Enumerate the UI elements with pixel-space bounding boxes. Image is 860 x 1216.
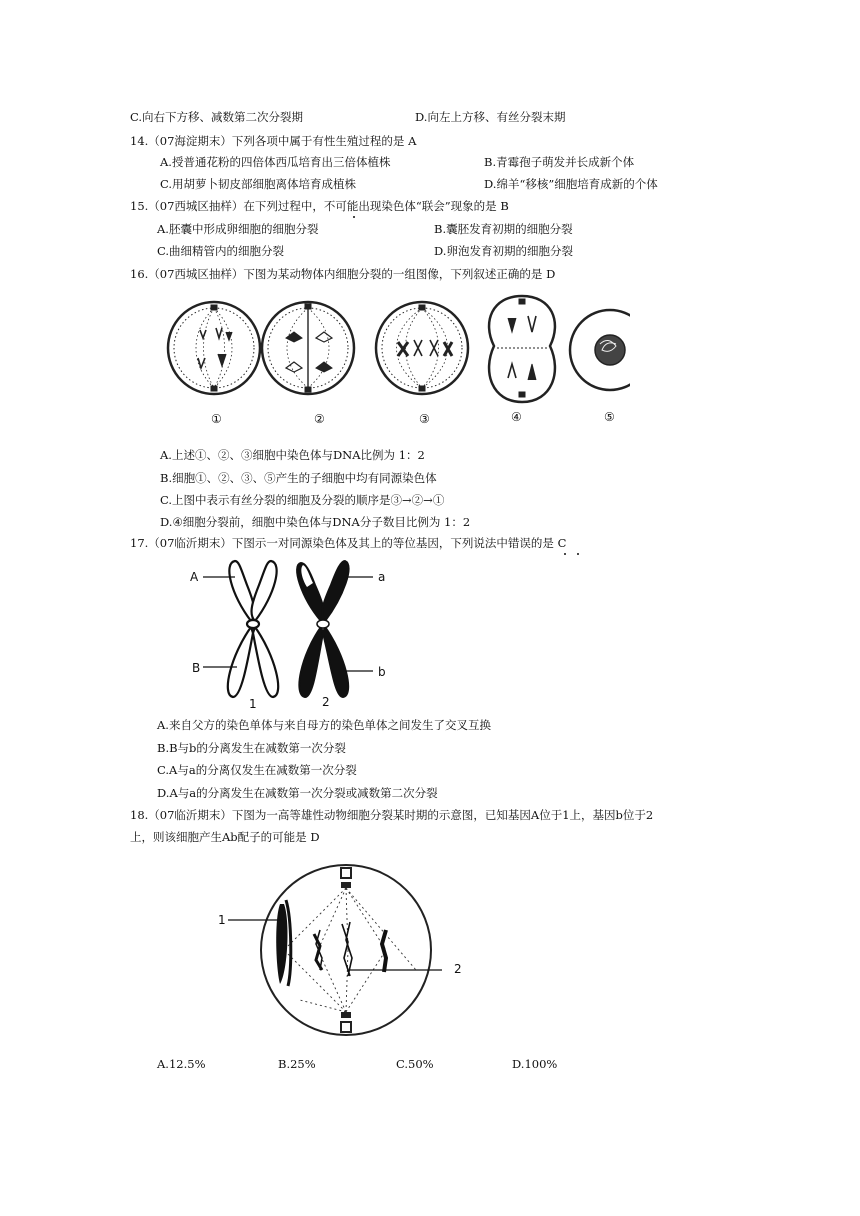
chromosome-2: [297, 561, 349, 697]
q14-option-b: B.青霉孢子萌发并长成新个体: [484, 155, 635, 169]
cell-4: [489, 296, 555, 402]
q18-stem-line1: 18.（07临沂期末）下图为一高等雄性动物细胞分裂某时期的示意图，已知基因A位于1上，基因b位于2: [130, 808, 654, 822]
q18-stem-line2: 上，则该细胞产生Ab配子的可能是 D: [130, 830, 320, 844]
chromosome-label-1: 1: [249, 697, 257, 711]
chromosome-label-2: 2: [322, 695, 330, 709]
q14-stem: 14.（07海淀期末）下列各项中属于有性生殖过程的是 A: [130, 134, 417, 148]
q13-option-d: D.向左上方移、有丝分裂末期: [415, 110, 566, 124]
cell-5: [570, 310, 630, 390]
emphasis-dot: [353, 216, 355, 218]
emphasis-dot-text: 错误: [507, 536, 531, 550]
q15-option-a: A.胚囊中形成卵细胞的细胞分裂: [157, 222, 319, 236]
q18-option-d: D.100%: [512, 1057, 558, 1071]
chromosome-label-1: 1: [218, 913, 226, 927]
q16-stem: 16.（07西城区抽样）下图为某动物体内细胞分裂的一组图像，下列叙述正确的是 D: [130, 267, 556, 281]
gene-label-b: b: [378, 665, 386, 679]
q17-stem: 17.（07临沂期末）下图示一对同源染色体及其上的等位基因，下列说法中错误的是 C: [130, 536, 567, 550]
chromosome-label-2: 2: [454, 962, 462, 976]
cell-1: [168, 302, 260, 394]
gene-label-A: A: [190, 570, 199, 584]
emphasis-dot: [577, 553, 579, 555]
q16-option-b: B.细胞①、②、③、⑤产生的子细胞中均有同源染色体: [160, 471, 437, 485]
q16-option-a: A.上述①、②、③细胞中染色体与DNA比例为 1：2: [160, 448, 425, 462]
homologous-chromosome-figure: [185, 555, 405, 715]
q14-option-c: C.用胡萝卜韧皮部细胞离体培育成植株: [160, 177, 357, 191]
gene-label-B: B: [192, 661, 201, 675]
q18-option-b: B.25%: [278, 1057, 316, 1071]
q17-option-a: A.来自父方的染色单体与来自母方的染色单体之间发生了交叉互换: [157, 718, 491, 732]
q15-option-b: B.囊胚发育初期的细胞分裂: [434, 222, 573, 236]
cell-label-4: ④: [511, 410, 522, 424]
chromosome-1: [228, 561, 278, 697]
q18-option-a: A.12.5%: [157, 1057, 206, 1071]
cell-division-figure: [160, 292, 630, 432]
q15-option-c: C.曲细精管内的细胞分裂: [157, 244, 285, 258]
cell-label-5: ⑤: [604, 410, 615, 424]
q15-option-d: D.卵泡发育初期的细胞分裂: [434, 244, 573, 258]
q15-stem: 15.（07西城区抽样）在下列过程中，不可能出现染色体“联会”现象的是 B: [130, 199, 509, 213]
emphasis-dot-text: 不: [323, 199, 336, 213]
cell-2: [262, 302, 354, 394]
cell-label-3: ③: [419, 412, 430, 426]
q16-option-c: C.上图中表示有丝分裂的细胞及分裂的顺序是③→②→①: [160, 493, 445, 507]
cell-3: [376, 302, 468, 394]
emphasis-dot: [564, 553, 566, 555]
q17-option-c: C.A与a的分离仅发生在减数第一次分裂: [157, 763, 357, 777]
cell-label-2: ②: [314, 412, 325, 426]
q18-option-c: C.50%: [396, 1057, 434, 1071]
gene-label-a: a: [378, 570, 386, 584]
meiosis-cell-figure: [210, 860, 470, 1040]
q14-option-d: D.绵羊“移核”细胞培育成新的个体: [484, 177, 658, 191]
q16-option-d: D.④细胞分裂前，细胞中染色体与DNA分子数目比例为 1：2: [160, 515, 471, 529]
q14-option-a: A.授普通花粉的四倍体西瓜培育出三倍体植株: [160, 155, 391, 169]
q17-option-d: D.A与a的分离发生在减数第一次分裂或减数第二次分裂: [157, 786, 438, 800]
q13-option-c: C.向右下方移、减数第二次分裂期: [130, 110, 304, 124]
cell-label-1: ①: [211, 412, 222, 426]
q17-option-b: B.B与b的分离发生在减数第一次分裂: [157, 741, 346, 755]
